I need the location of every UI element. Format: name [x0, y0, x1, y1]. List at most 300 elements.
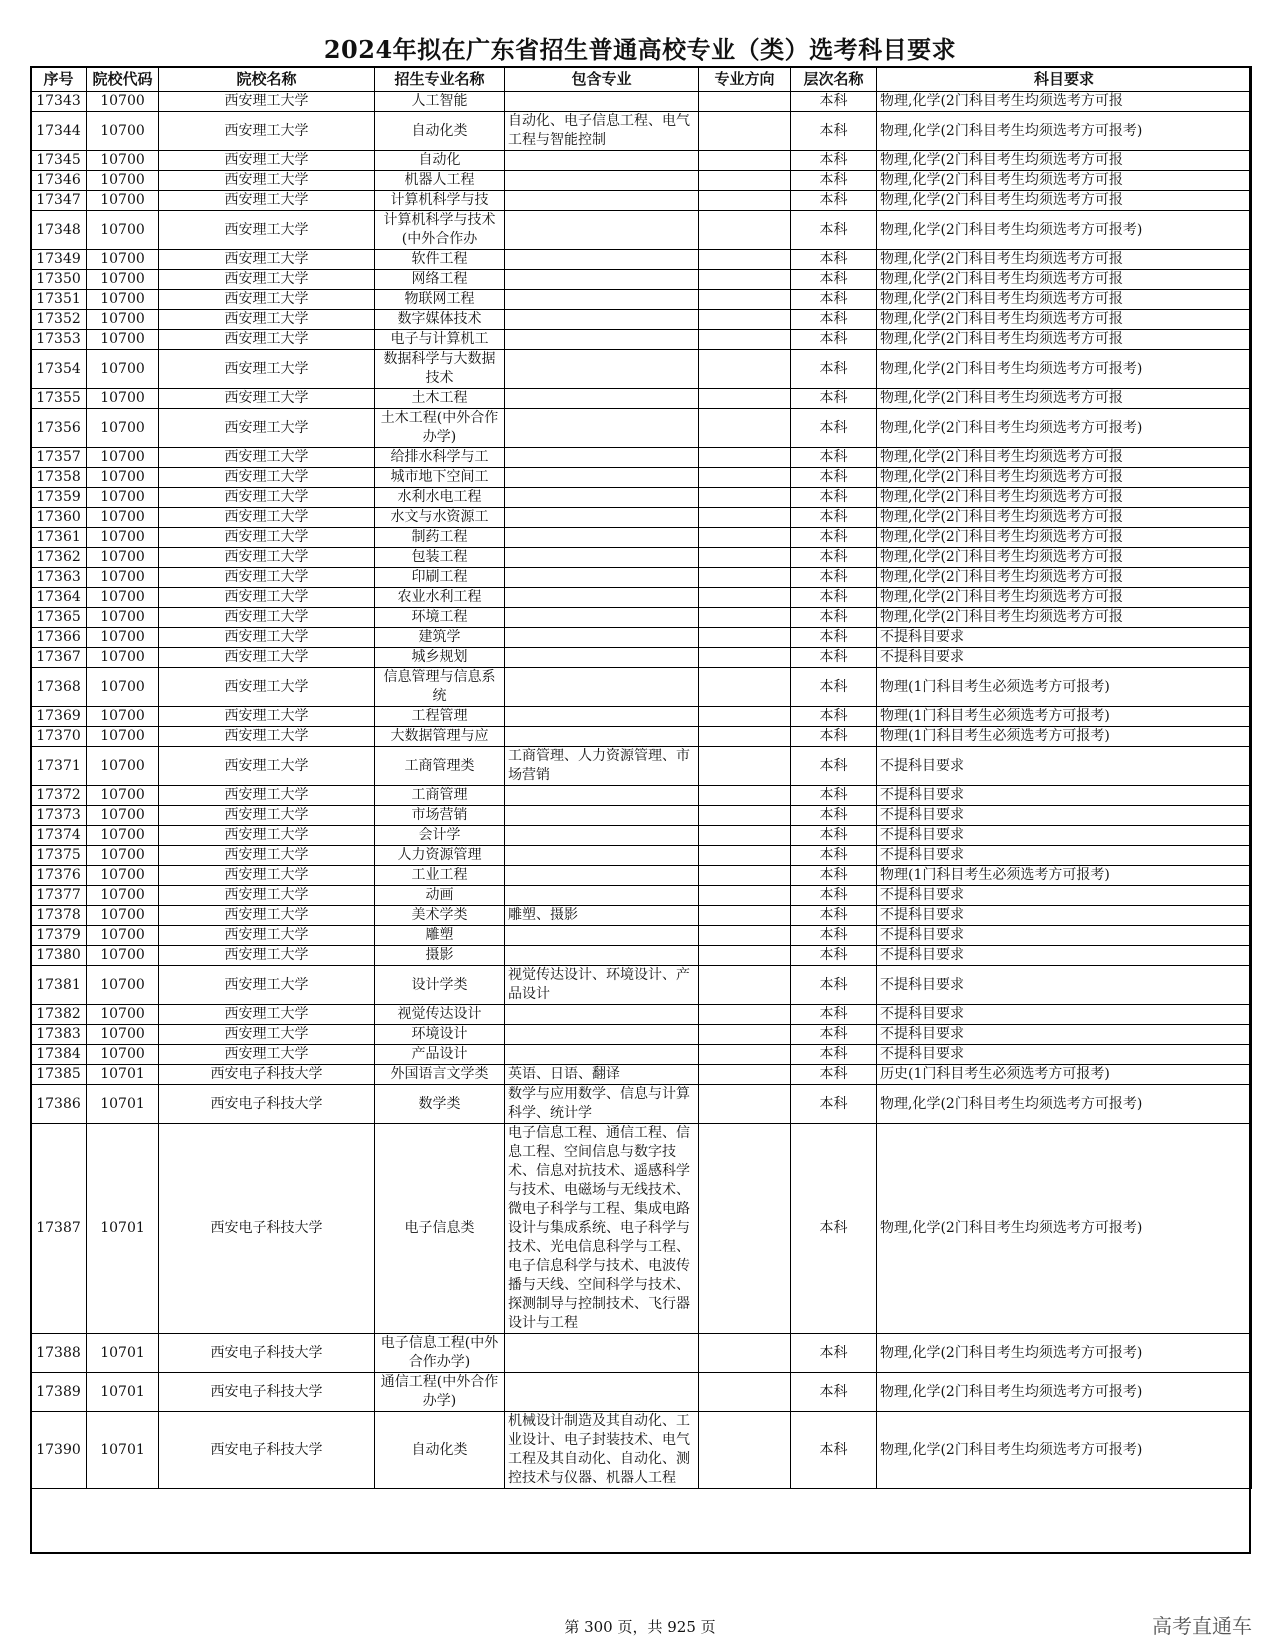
cell-major-direction — [699, 866, 791, 886]
cell-school-name: 西安理工大学 — [159, 211, 375, 250]
cell-seq: 17362 — [31, 548, 87, 568]
table-row — [31, 707, 1252, 727]
table-row — [31, 191, 1252, 211]
cell-major-name: 土木工程(中外合作办学) — [375, 409, 505, 448]
cell-school-code: 10701 — [87, 1124, 159, 1334]
cell-school-name: 西安理工大学 — [159, 171, 375, 191]
table-row — [31, 1124, 1252, 1334]
cell-included-majors: 机械设计制造及其自动化、工业设计、电子封装技术、电气工程及其自动化、自动化、测控技术与仪器、机器人工程 — [505, 1412, 699, 1489]
cell-included-majors — [505, 151, 699, 171]
cell-subject-requirements: 物理,化学(2门科目考生均须选考方可报 — [877, 310, 1252, 330]
cell-major-name: 摄影 — [375, 946, 505, 966]
cell-school-name: 西安理工大学 — [159, 508, 375, 528]
cell-major-name: 工商管理 — [375, 786, 505, 806]
cell-subject-requirements: 物理,化学(2门科目考生均须选考方可报 — [877, 548, 1252, 568]
cell-subject-requirements: 不提科目要求 — [877, 786, 1252, 806]
cell-major-name: 数据科学与大数据技术 — [375, 350, 505, 389]
cell-school-name: 西安理工大学 — [159, 628, 375, 648]
cell-school-code: 10700 — [87, 946, 159, 966]
cell-major-direction — [699, 1085, 791, 1124]
cell-included-majors — [505, 826, 699, 846]
cell-seq: 17363 — [31, 568, 87, 588]
cell-seq: 17374 — [31, 826, 87, 846]
cell-school-code: 10700 — [87, 468, 159, 488]
cell-included-majors — [505, 310, 699, 330]
cell-school-name: 西安理工大学 — [159, 786, 375, 806]
cell-major-name: 城乡规划 — [375, 648, 505, 668]
cell-major-direction — [699, 1412, 791, 1489]
cell-major-name: 农业水利工程 — [375, 588, 505, 608]
cell-school-name: 西安理工大学 — [159, 112, 375, 151]
cell-subject-requirements: 物理,化学(2门科目考生均须选考方可报 — [877, 389, 1252, 409]
cell-subject-requirements: 物理,化学(2门科目考生均须选考方可报考) — [877, 1334, 1252, 1373]
cell-major-name: 物联网工程 — [375, 290, 505, 310]
cell-seq: 17355 — [31, 389, 87, 409]
cell-major-direction — [699, 468, 791, 488]
page-title: 2024年拟在广东省招生普通高校专业（类）选考科目要求 — [323, 35, 957, 64]
cell-school-code: 10700 — [87, 250, 159, 270]
cell-subject-requirements: 不提科目要求 — [877, 806, 1252, 826]
cell-level: 本科 — [791, 568, 877, 588]
cell-seq: 17361 — [31, 528, 87, 548]
cell-school-code: 10700 — [87, 112, 159, 151]
table-row — [31, 826, 1252, 846]
cell-school-code: 10700 — [87, 191, 159, 211]
cell-school-code: 10701 — [87, 1085, 159, 1124]
cell-seq: 17390 — [31, 1412, 87, 1489]
table-row — [31, 1065, 1252, 1085]
cell-subject-requirements: 物理,化学(2门科目考生均须选考方可报 — [877, 151, 1252, 171]
cell-included-majors — [505, 528, 699, 548]
cell-level: 本科 — [791, 886, 877, 906]
cell-school-code: 10700 — [87, 648, 159, 668]
cell-included-majors — [505, 290, 699, 310]
cell-included-majors — [505, 350, 699, 389]
cell-school-code: 10700 — [87, 747, 159, 786]
cell-school-name: 西安理工大学 — [159, 409, 375, 448]
cell-included-majors: 视觉传达设计、环境设计、产品设计 — [505, 966, 699, 1005]
cell-school-code: 10700 — [87, 350, 159, 389]
cell-included-majors: 数学与应用数学、信息与计算科学、统计学 — [505, 1085, 699, 1124]
cell-school-code: 10700 — [87, 806, 159, 826]
cell-seq: 17343 — [31, 92, 87, 112]
cell-school-name: 西安理工大学 — [159, 528, 375, 548]
table-row — [31, 926, 1252, 946]
cell-major-direction — [699, 1005, 791, 1025]
cell-subject-requirements: 物理,化学(2门科目考生均须选考方可报考) — [877, 1124, 1252, 1334]
cell-subject-requirements: 物理,化学(2门科目考生均须选考方可报 — [877, 92, 1252, 112]
table-row — [31, 588, 1252, 608]
cell-school-code: 10700 — [87, 786, 159, 806]
cell-level: 本科 — [791, 707, 877, 727]
cell-seq: 17385 — [31, 1065, 87, 1085]
table-row — [31, 350, 1252, 389]
cell-major-direction — [699, 568, 791, 588]
table-row — [31, 151, 1252, 171]
cell-school-code: 10700 — [87, 548, 159, 568]
cell-major-name: 自动化类 — [375, 1412, 505, 1489]
cell-school-name: 西安理工大学 — [159, 151, 375, 171]
cell-level: 本科 — [791, 727, 877, 747]
table-header-row — [31, 67, 1252, 92]
cell-level: 本科 — [791, 171, 877, 191]
cell-seq: 17357 — [31, 448, 87, 468]
table-row — [31, 786, 1252, 806]
cell-seq: 17388 — [31, 1334, 87, 1373]
cell-major-direction — [699, 250, 791, 270]
cell-level: 本科 — [791, 1005, 877, 1025]
cell-subject-requirements: 物理,化学(2门科目考生均须选考方可报 — [877, 488, 1252, 508]
cell-school-name: 西安理工大学 — [159, 270, 375, 290]
cell-included-majors — [505, 1334, 699, 1373]
cell-seq: 17386 — [31, 1085, 87, 1124]
cell-school-name: 西安电子科技大学 — [159, 1085, 375, 1124]
cell-included-majors — [505, 568, 699, 588]
cell-school-name: 西安理工大学 — [159, 707, 375, 727]
cell-school-name: 西安理工大学 — [159, 468, 375, 488]
cell-school-code: 10700 — [87, 628, 159, 648]
cell-subject-requirements: 不提科目要求 — [877, 1025, 1252, 1045]
cell-seq: 17354 — [31, 350, 87, 389]
header-level: 层次名称 — [791, 67, 877, 92]
cell-major-direction — [699, 508, 791, 528]
cell-seq: 17369 — [31, 707, 87, 727]
table-row — [31, 886, 1252, 906]
cell-subject-requirements: 不提科目要求 — [877, 946, 1252, 966]
cell-school-name: 西安理工大学 — [159, 886, 375, 906]
cell-major-name: 通信工程(中外合作办学) — [375, 1373, 505, 1412]
cell-included-majors — [505, 1025, 699, 1045]
cell-seq: 17365 — [31, 608, 87, 628]
cell-school-name: 西安电子科技大学 — [159, 1373, 375, 1412]
cell-school-name: 西安理工大学 — [159, 448, 375, 468]
table-row — [31, 468, 1252, 488]
cell-subject-requirements: 物理,化学(2门科目考生均须选考方可报 — [877, 191, 1252, 211]
cell-included-majors — [505, 707, 699, 727]
cell-major-direction — [699, 628, 791, 648]
table-row — [31, 330, 1252, 350]
cell-level: 本科 — [791, 747, 877, 786]
cell-school-name: 西安理工大学 — [159, 668, 375, 707]
cell-seq: 17382 — [31, 1005, 87, 1025]
cell-subject-requirements: 物理(1门科目考生必须选考方可报考) — [877, 866, 1252, 886]
cell-seq: 17348 — [31, 211, 87, 250]
cell-school-code: 10700 — [87, 409, 159, 448]
table-row — [31, 1334, 1252, 1373]
cell-major-name: 设计学类 — [375, 966, 505, 1005]
cell-subject-requirements: 物理,化学(2门科目考生均须选考方可报 — [877, 568, 1252, 588]
cell-level: 本科 — [791, 588, 877, 608]
cell-subject-requirements: 物理,化学(2门科目考生均须选考方可报 — [877, 508, 1252, 528]
cell-level: 本科 — [791, 528, 877, 548]
cell-major-name: 雕塑 — [375, 926, 505, 946]
cell-subject-requirements: 物理(1门科目考生必须选考方可报考) — [877, 668, 1252, 707]
table-row — [31, 608, 1252, 628]
cell-school-name: 西安理工大学 — [159, 1005, 375, 1025]
cell-school-name: 西安理工大学 — [159, 568, 375, 588]
cell-school-name: 西安理工大学 — [159, 608, 375, 628]
cell-major-name: 外国语言文学类 — [375, 1065, 505, 1085]
cell-school-code: 10700 — [87, 966, 159, 1005]
cell-seq: 17378 — [31, 906, 87, 926]
cell-level: 本科 — [791, 926, 877, 946]
cell-major-name: 建筑学 — [375, 628, 505, 648]
cell-major-name: 土木工程 — [375, 389, 505, 409]
cell-included-majors — [505, 389, 699, 409]
cell-major-direction — [699, 1373, 791, 1412]
cell-included-majors — [505, 866, 699, 886]
cell-school-name: 西安理工大学 — [159, 350, 375, 389]
table-row — [31, 389, 1252, 409]
cell-seq: 17345 — [31, 151, 87, 171]
cell-school-code: 10700 — [87, 270, 159, 290]
cell-school-code: 10700 — [87, 211, 159, 250]
table-row — [31, 250, 1252, 270]
cell-school-code: 10701 — [87, 1065, 159, 1085]
cell-major-name: 市场营销 — [375, 806, 505, 826]
cell-included-majors — [505, 1373, 699, 1412]
header-seq: 序号 — [31, 67, 87, 92]
cell-included-majors — [505, 846, 699, 866]
cell-subject-requirements: 物理,化学(2门科目考生均须选考方可报 — [877, 250, 1252, 270]
table-row — [31, 112, 1252, 151]
table-row — [31, 488, 1252, 508]
cell-level: 本科 — [791, 1045, 877, 1065]
cell-subject-requirements: 不提科目要求 — [877, 846, 1252, 866]
cell-major-direction — [699, 112, 791, 151]
cell-seq: 17344 — [31, 112, 87, 151]
cell-included-majors — [505, 886, 699, 906]
table-row — [31, 1412, 1252, 1489]
cell-major-direction — [699, 886, 791, 906]
cell-major-direction — [699, 528, 791, 548]
cell-school-name: 西安理工大学 — [159, 290, 375, 310]
cell-major-direction — [699, 1124, 791, 1334]
cell-school-name: 西安理工大学 — [159, 588, 375, 608]
cell-level: 本科 — [791, 270, 877, 290]
cell-subject-requirements: 不提科目要求 — [877, 648, 1252, 668]
cell-school-name: 西安理工大学 — [159, 310, 375, 330]
cell-seq: 17375 — [31, 846, 87, 866]
cell-school-name: 西安理工大学 — [159, 946, 375, 966]
cell-level: 本科 — [791, 1373, 877, 1412]
cell-included-majors — [505, 806, 699, 826]
cell-school-code: 10700 — [87, 668, 159, 707]
cell-major-name: 包装工程 — [375, 548, 505, 568]
cell-subject-requirements: 物理,化学(2门科目考生均须选考方可报考) — [877, 409, 1252, 448]
cell-major-name: 视觉传达设计 — [375, 1005, 505, 1025]
cell-major-name: 环境工程 — [375, 608, 505, 628]
cell-level: 本科 — [791, 508, 877, 528]
cell-included-majors — [505, 409, 699, 448]
cell-level: 本科 — [791, 846, 877, 866]
cell-level: 本科 — [791, 211, 877, 250]
table-row — [31, 568, 1252, 588]
table-row — [31, 270, 1252, 290]
table-row — [31, 946, 1252, 966]
cell-subject-requirements: 不提科目要求 — [877, 886, 1252, 906]
cell-level: 本科 — [791, 1065, 877, 1085]
table-row — [31, 409, 1252, 448]
cell-subject-requirements: 不提科目要求 — [877, 628, 1252, 648]
cell-level: 本科 — [791, 409, 877, 448]
cell-level: 本科 — [791, 92, 877, 112]
table-row — [31, 747, 1252, 786]
cell-school-code: 10700 — [87, 389, 159, 409]
cell-included-majors — [505, 92, 699, 112]
cell-seq: 17364 — [31, 588, 87, 608]
cell-major-name: 城市地下空间工 — [375, 468, 505, 488]
cell-school-name: 西安电子科技大学 — [159, 1412, 375, 1489]
cell-level: 本科 — [791, 468, 877, 488]
cell-major-name: 网络工程 — [375, 270, 505, 290]
cell-major-direction — [699, 648, 791, 668]
cell-level: 本科 — [791, 350, 877, 389]
cell-school-code: 10700 — [87, 310, 159, 330]
cell-school-name: 西安理工大学 — [159, 846, 375, 866]
cell-subject-requirements: 物理,化学(2门科目考生均须选考方可报 — [877, 528, 1252, 548]
cell-major-name: 工商管理类 — [375, 747, 505, 786]
cell-subject-requirements: 物理,化学(2门科目考生均须选考方可报考) — [877, 1373, 1252, 1412]
cell-major-direction — [699, 608, 791, 628]
cell-seq: 17377 — [31, 886, 87, 906]
cell-major-name: 会计学 — [375, 826, 505, 846]
table-row — [31, 310, 1252, 330]
cell-major-direction — [699, 906, 791, 926]
cell-major-name: 水利水电工程 — [375, 488, 505, 508]
cell-included-majors — [505, 468, 699, 488]
cell-included-majors — [505, 628, 699, 648]
cell-included-majors — [505, 330, 699, 350]
cell-major-direction — [699, 330, 791, 350]
table-row — [31, 211, 1252, 250]
cell-subject-requirements: 物理,化学(2门科目考生均须选考方可报考) — [877, 1412, 1252, 1489]
cell-included-majors — [505, 548, 699, 568]
cell-school-code: 10700 — [87, 926, 159, 946]
cell-included-majors — [505, 211, 699, 250]
cell-major-direction — [699, 171, 791, 191]
cell-major-direction — [699, 409, 791, 448]
cell-included-majors — [505, 448, 699, 468]
cell-major-direction — [699, 1025, 791, 1045]
cell-school-code: 10700 — [87, 588, 159, 608]
cell-subject-requirements: 不提科目要求 — [877, 1045, 1252, 1065]
cell-school-code: 10700 — [87, 508, 159, 528]
cell-subject-requirements: 物理,化学(2门科目考生均须选考方可报 — [877, 290, 1252, 310]
cell-subject-requirements: 物理(1门科目考生必须选考方可报考) — [877, 707, 1252, 727]
cell-included-majors — [505, 608, 699, 628]
cell-included-majors — [505, 250, 699, 270]
cell-level: 本科 — [791, 1025, 877, 1045]
cell-level: 本科 — [791, 806, 877, 826]
cell-included-majors: 自动化、电子信息工程、电气工程与智能控制 — [505, 112, 699, 151]
cell-school-code: 10700 — [87, 866, 159, 886]
requirements-table — [30, 66, 1252, 1489]
cell-school-name: 西安理工大学 — [159, 250, 375, 270]
table-row — [31, 171, 1252, 191]
cell-level: 本科 — [791, 488, 877, 508]
table-row — [31, 1373, 1252, 1412]
table-row — [31, 448, 1252, 468]
cell-school-code: 10700 — [87, 906, 159, 926]
cell-school-code: 10701 — [87, 1412, 159, 1489]
cell-seq: 17389 — [31, 1373, 87, 1412]
table-row — [31, 846, 1252, 866]
cell-major-direction — [699, 747, 791, 786]
cell-school-name: 西安理工大学 — [159, 926, 375, 946]
cell-subject-requirements: 物理,化学(2门科目考生均须选考方可报 — [877, 171, 1252, 191]
cell-major-direction — [699, 310, 791, 330]
cell-major-name: 数字媒体技术 — [375, 310, 505, 330]
cell-school-name: 西安理工大学 — [159, 330, 375, 350]
cell-level: 本科 — [791, 786, 877, 806]
cell-included-majors — [505, 588, 699, 608]
cell-seq: 17379 — [31, 926, 87, 946]
cell-subject-requirements: 不提科目要求 — [877, 966, 1252, 1005]
cell-seq: 17350 — [31, 270, 87, 290]
header-school-name: 院校名称 — [159, 67, 375, 92]
table-row — [31, 290, 1252, 310]
cell-included-majors: 英语、日语、翻译 — [505, 1065, 699, 1085]
cell-subject-requirements: 不提科目要求 — [877, 747, 1252, 786]
cell-major-direction — [699, 727, 791, 747]
cell-major-direction — [699, 966, 791, 1005]
cell-major-direction — [699, 1045, 791, 1065]
cell-level: 本科 — [791, 966, 877, 1005]
cell-level: 本科 — [791, 112, 877, 151]
cell-school-name: 西安理工大学 — [159, 191, 375, 211]
table-row — [31, 648, 1252, 668]
cell-included-majors: 工商管理、人力资源管理、市场营销 — [505, 747, 699, 786]
table-row — [31, 548, 1252, 568]
table-row — [31, 966, 1252, 1005]
cell-subject-requirements: 不提科目要求 — [877, 1005, 1252, 1025]
header-major-direction: 专业方向 — [699, 67, 791, 92]
cell-school-code: 10700 — [87, 448, 159, 468]
header-subject-requirements: 科目要求 — [877, 67, 1252, 92]
table-row — [31, 92, 1252, 112]
cell-level: 本科 — [791, 448, 877, 468]
header-school-code: 院校代码 — [87, 67, 159, 92]
cell-school-code: 10700 — [87, 886, 159, 906]
cell-school-code: 10700 — [87, 528, 159, 548]
table-row — [31, 806, 1252, 826]
table-row — [31, 1005, 1252, 1025]
cell-major-direction — [699, 191, 791, 211]
cell-school-code: 10700 — [87, 171, 159, 191]
cell-school-name: 西安理工大学 — [159, 1045, 375, 1065]
cell-seq: 17384 — [31, 1045, 87, 1065]
cell-major-direction — [699, 846, 791, 866]
cell-seq: 17376 — [31, 866, 87, 886]
cell-seq: 17370 — [31, 727, 87, 747]
table-row — [31, 528, 1252, 548]
cell-seq: 17373 — [31, 806, 87, 826]
table-row — [31, 628, 1252, 648]
cell-seq: 17366 — [31, 628, 87, 648]
table-row — [31, 668, 1252, 707]
cell-level: 本科 — [791, 946, 877, 966]
cell-level: 本科 — [791, 548, 877, 568]
cell-school-code: 10700 — [87, 1025, 159, 1045]
table-row — [31, 1025, 1252, 1045]
cell-major-name: 自动化类 — [375, 112, 505, 151]
cell-included-majors — [505, 668, 699, 707]
cell-subject-requirements: 物理,化学(2门科目考生均须选考方可报考) — [877, 1085, 1252, 1124]
cell-included-majors — [505, 1005, 699, 1025]
cell-seq: 17368 — [31, 668, 87, 707]
cell-subject-requirements: 物理,化学(2门科目考生均须选考方可报 — [877, 270, 1252, 290]
